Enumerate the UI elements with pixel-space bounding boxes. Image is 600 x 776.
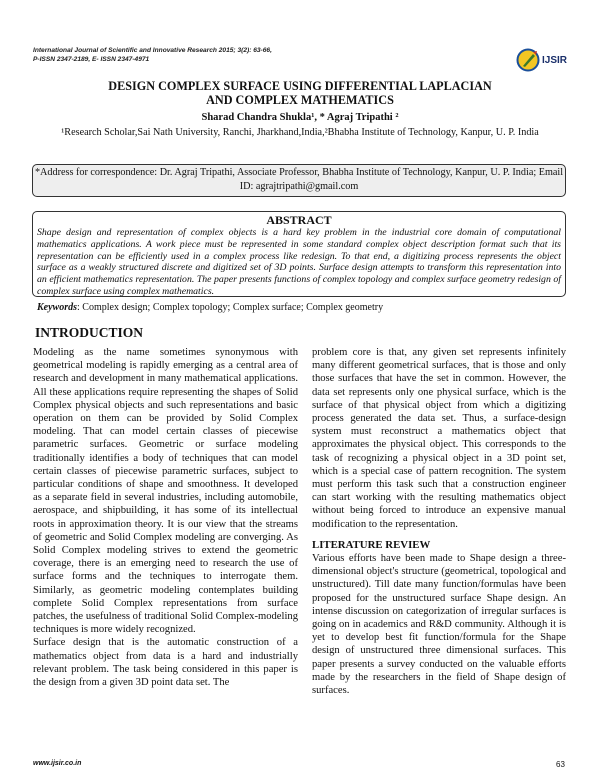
abstract-box	[32, 211, 566, 313]
correspondence-box: *Address for correspondence: Dr. Agraj Tripathi, Associate Professor, Bhabha Institute of Technology, Kanpur, U. P. India; Email ID: agrajtripathi@gmail.com	[32, 164, 566, 197]
footer-url: www.ijsir.co.in	[33, 760, 82, 767]
paragraph: Modeling as the name sometimes synonymous with geometrical modeling is rapidly emerging as a central area of research and development in many mathematical applications. All these applications require representing the shapes of Solid Complex physical objects and such representations and basic operation on them can be provided by Solid Complex modeling. That can model certain classes of piecewise parametric surfaces. Geometric or surface modeling traditionally identifies a body of techniques that can model certain classes of piecewise parametric surfaces, subject to particular conditions of shape and smoothness. It developed as a separate field in several industries, including automobile, aerospace, and shipbuilding, it has some of its intellectual roots in approximation theory. It is our view that the streams of geometric and Solid Complex modeling are converging. As Solid Complex modeling strives to extend the geometric coverage, there is an emerging need to research the use of surface forms and the techniques to interrogate them. Similarly, as geometric modeling contemplates building complete Solid Complex representations from surface patches, the usefulness of traditional Solid Complex-modeling techniques is more widely recognized.	[33, 347, 298, 636]
title-line: DESIGN COMPLEX SURFACE USING DIFFERENTIAL LAPLACIAN	[108, 79, 492, 93]
journal-issn: P-ISSN 2347-2189, E- ISSN 2347-4971	[33, 56, 150, 63]
paragraph: Surface design that is the automatic construction of a mathematics object from data is a hard and industrially relevant problem. The task being considered in this paper is the design from a given 3D point data set. The	[33, 637, 298, 689]
page-number: 63	[556, 760, 565, 769]
keywords-list: : Complex design; Complex topology; Complex surface; Complex geometry	[77, 301, 384, 313]
abstract-heading: ABSTRACT	[266, 213, 332, 227]
logo-text: IJSIR	[542, 54, 568, 66]
pen-globe-icon	[516, 48, 540, 72]
section-heading-introduction: INTRODUCTION	[35, 325, 144, 340]
left-column	[33, 346, 298, 689]
journal-logo	[516, 48, 567, 72]
journal-header	[33, 46, 272, 64]
paragraph: problem core is that, any given set represents infinitely many different geometrical surfaces, that is those and only those surfaces that have the set in common. However, the data set represents only one physical surface, which is the surface of that physical object from which a digitizing process generated the data set. Thus, a surface-design system must reconstruct a mathematics object that approximates the physical object. This corresponds to the task of recognizing a physical object in a 3D point set, which is a special case of pattern recognition. The system must perform this task such that a construction engineer can start working with the resulting mathematics object without being forced to introduce an expensive manual modification to the representation.	[312, 347, 566, 530]
section-heading-literature-review: LITERATURE REVIEW	[312, 538, 431, 551]
keywords-label: Keywords	[37, 301, 77, 313]
keywords	[37, 302, 561, 313]
paragraph: Various efforts have been made to Shape design a three-dimensional object's structure (geometrical, topological and unstructured). Till date many function/formulas have been proposed for the unstructured surface Shape design. An intense discussion on categorization of irregular surfaces is going on in academics and R&D community. Although it is yet to develop best fit function/formula for the Shape design of unstructured three dimensional surfaces. This paper presents a survey conducted on the valuable efforts made by the researchers in the field of Shape design of surfaces.	[312, 553, 566, 697]
journal-citation: International Journal of Scientific and Innovative Research 2015; 3(2): 63-66,	[33, 47, 272, 54]
affiliation: ¹Research Scholar,Sai Nath University, Ranchi, Jharkhand,India,²Bhabha Institute of Technology, Kanpur, U. P. India	[61, 127, 539, 138]
title-line: AND COMPLEX MATHEMATICS	[206, 93, 394, 107]
paper-title	[40, 79, 560, 107]
right-column	[312, 346, 566, 697]
authors: Sharad Chandra Shukla¹, * Agraj Tripathi ²	[201, 112, 399, 123]
abstract-text: Shape design and representation of complex objects is a hard key problem in the industrial core domain of computational mathematics applications. A work piece must be represented in some standard complex object description format such that its representation can be efficiently used in a complex process like redesign. To that end, a digitizing process represents the object surface as a weakly structured discrete and digitized set of 3D points. Surface design attempts to transform this representation into an efficient mathematics representation. The paper presents functions of complex topology and complex surface geometry redesign of complex surface using complex mathematics.	[37, 227, 561, 297]
